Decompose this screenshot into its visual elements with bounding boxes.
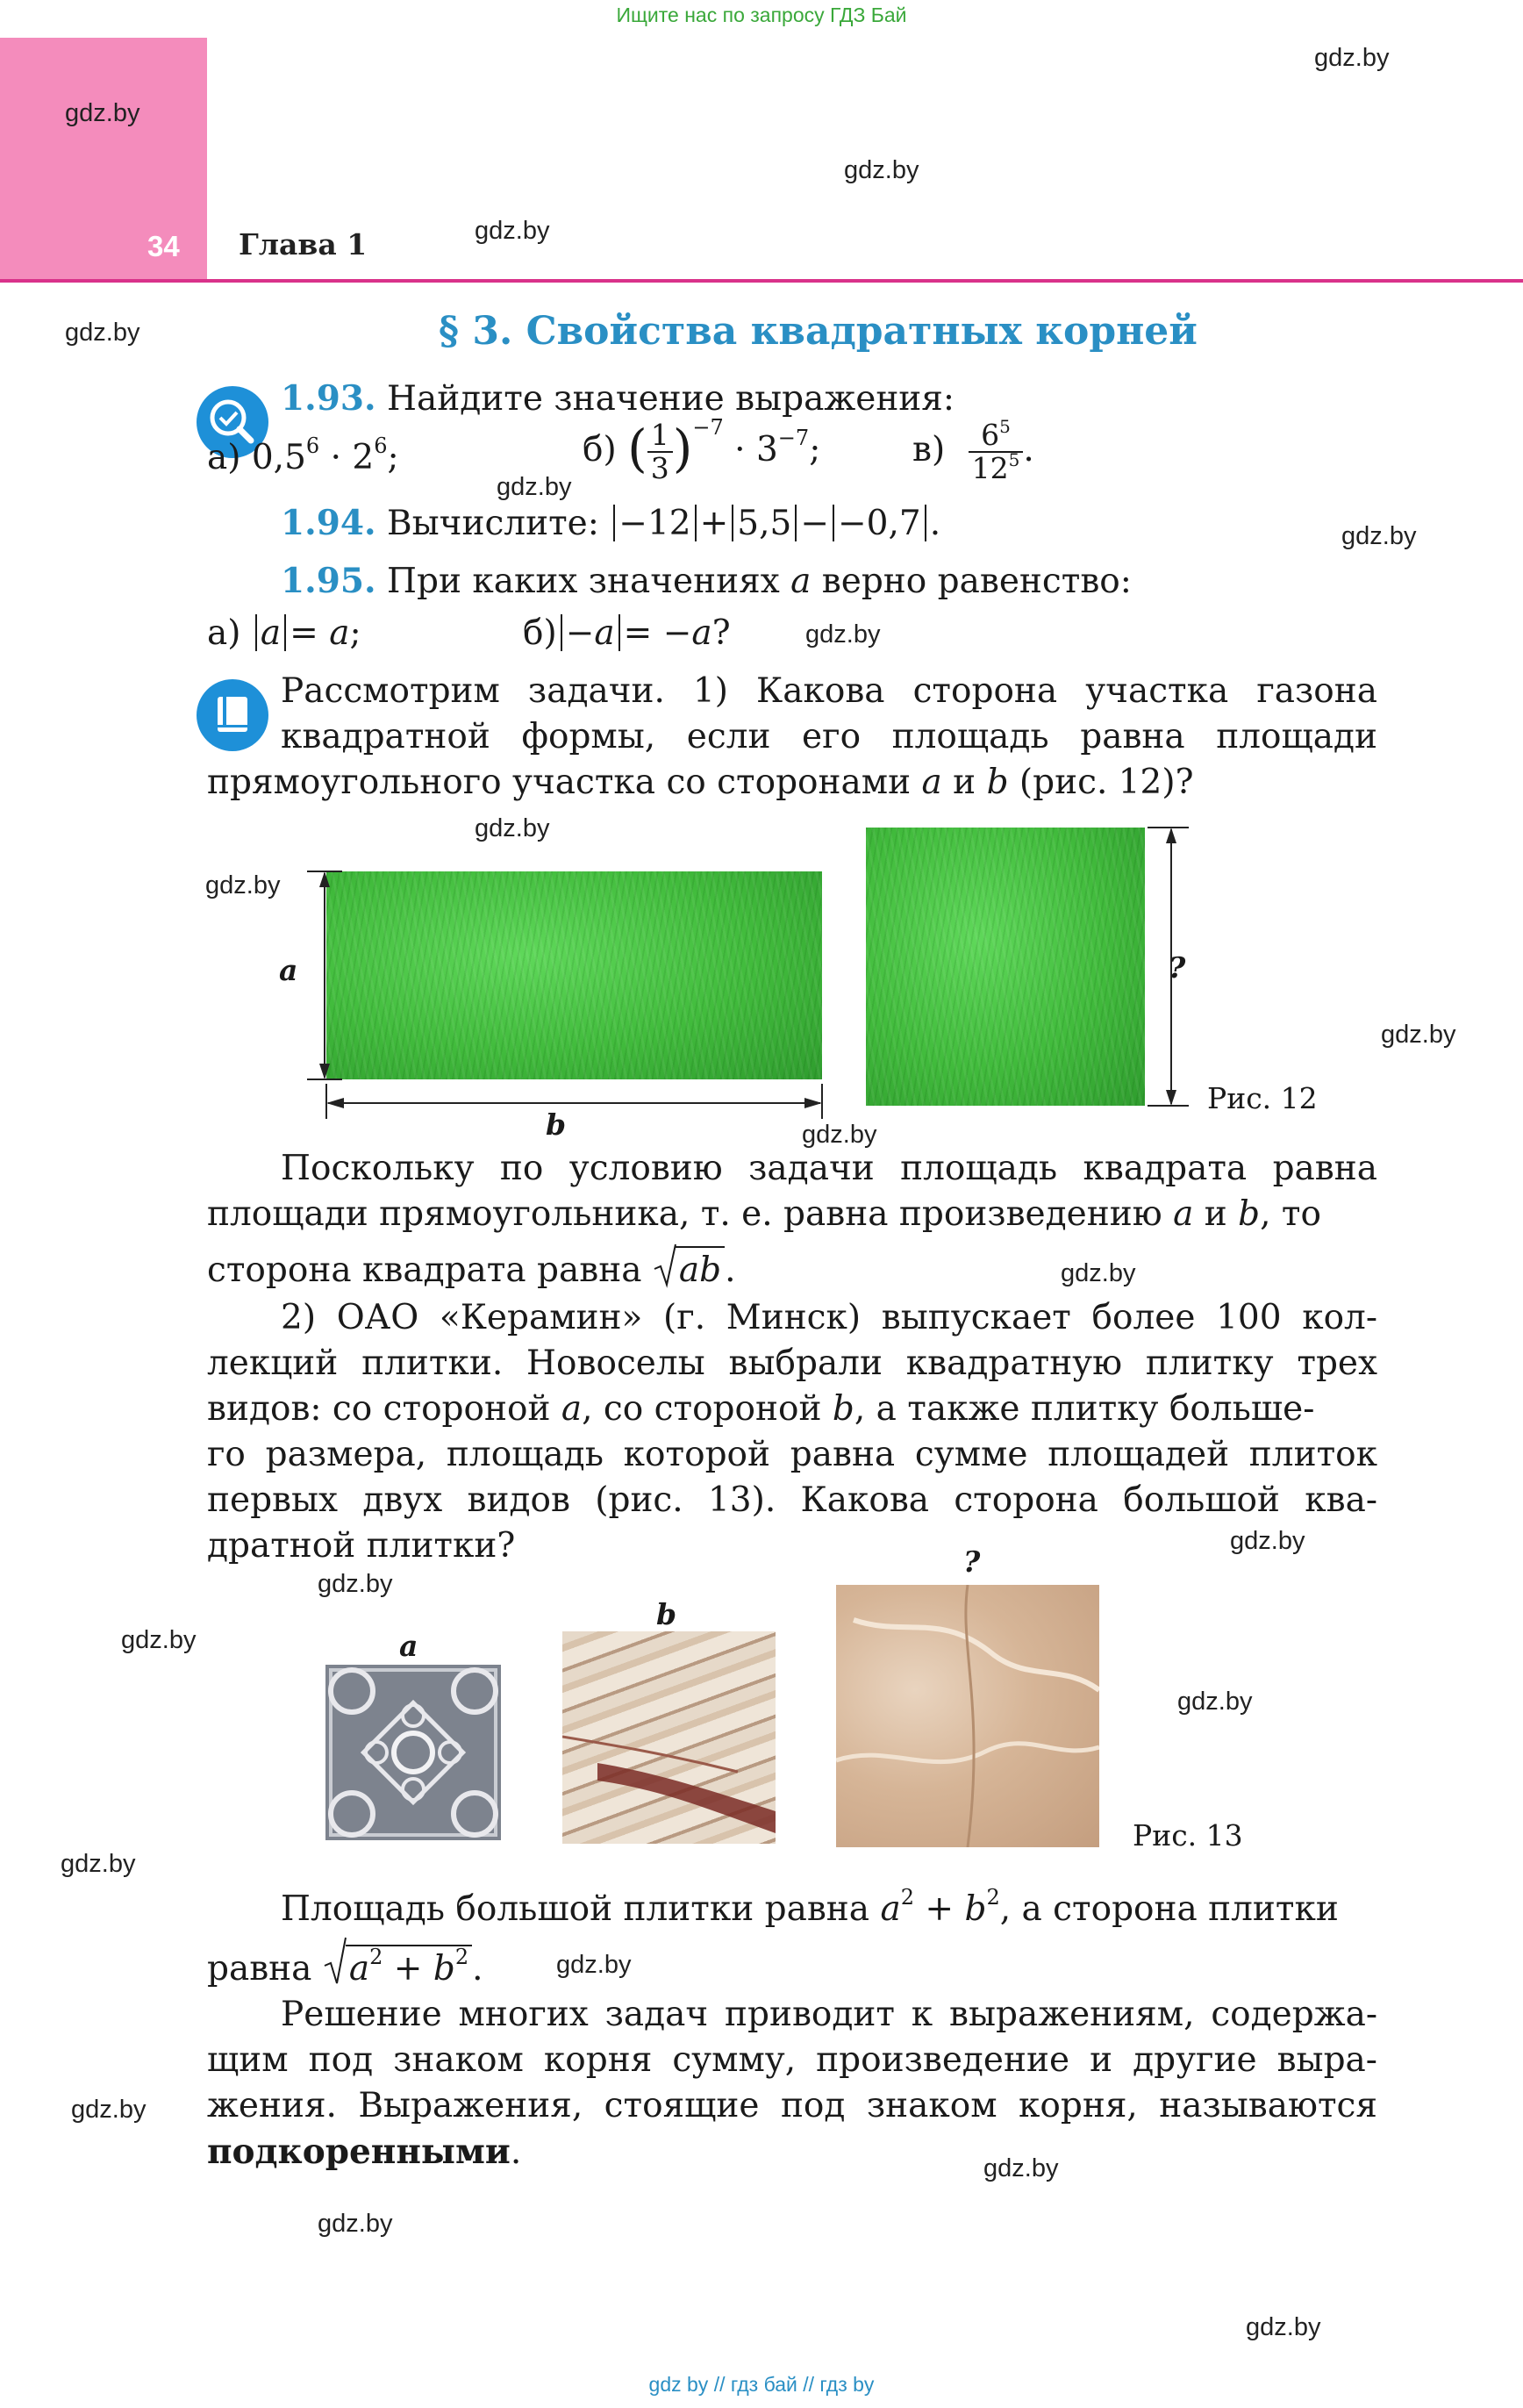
- para1-line3: прямоугольного участка со сторонами a и b (рис. 12)?: [207, 763, 1194, 802]
- task-text-tail: верно равенство:: [821, 562, 1132, 601]
- tile-b-image: [562, 1631, 776, 1844]
- task-1-94: 1.94. Вычислите: −12 + 5,5 − −0,7 .: [281, 503, 941, 543]
- item-label: в): [912, 430, 946, 469]
- para2-line1: Поскольку по условию задачи площадь квадрата равна: [281, 1149, 1377, 1188]
- chapter-title: Глава 1: [239, 227, 368, 262]
- para5-line4: подкоренными.: [207, 2132, 522, 2172]
- item-label: б): [583, 430, 617, 469]
- task-text: Вычислите:: [386, 504, 599, 543]
- tile-large-image: [836, 1585, 1099, 1847]
- para3-line1: 2) ОАО «Керамин» (г. Минск) выпускает более 100 кол-: [281, 1298, 1377, 1337]
- task-number: 1.95.: [281, 561, 376, 601]
- para5-line1: Решение многих задач приводит к выражениям, содержа-: [281, 1995, 1377, 2034]
- para3-line3: видов: со стороной a, со стороной b, а также плитку большe-: [207, 1389, 1315, 1429]
- task-1-95-a: а) a = a;: [207, 613, 361, 653]
- lawn-square-image: [866, 828, 1145, 1106]
- term-bold: подкоренными: [207, 2132, 511, 2172]
- watermark: gdz.by: [802, 1121, 877, 1149]
- top-banner: Ищите нас по запросу ГДЗ Бай: [616, 4, 907, 26]
- task-1-93-a: а) $0,5^6 \cdot 2^6$;: [207, 434, 399, 477]
- watermark: gdz.by: [318, 1570, 393, 1598]
- watermark: gdz.by: [1381, 1021, 1456, 1049]
- label-question: ?: [963, 1544, 981, 1579]
- watermark: gdz.by: [983, 2154, 1059, 2182]
- para4-text: равна: [207, 1949, 312, 1989]
- watermark: gdz.by: [1177, 1688, 1253, 1716]
- para3-line6: дратной плитки?: [207, 1526, 516, 1566]
- watermark: gdz.by: [71, 2096, 147, 2124]
- para4-line1: Площадь большой плитки равна $a^2 + b^2$, а сторона плитки: [281, 1885, 1339, 1929]
- task-number: 1.93.: [281, 378, 376, 419]
- header-divider: [0, 279, 1523, 283]
- watermark: gdz.by: [65, 319, 140, 347]
- para1-line2: квадратной формы, если его площадь равна площади: [281, 717, 1377, 756]
- para2-line3: сторона квадрата равна ab .: [207, 1246, 735, 1294]
- page-number: 34: [147, 230, 180, 262]
- watermark: gdz.by: [1314, 44, 1390, 72]
- watermark: gdz.by: [805, 620, 881, 649]
- watermark: gdz.by: [1230, 1527, 1305, 1555]
- watermark: gdz.by: [497, 473, 572, 501]
- tile-a-image: [325, 1665, 501, 1840]
- watermark: gdz.by: [475, 814, 550, 842]
- item-label: а): [207, 613, 241, 653]
- para5-line3: жения. Выражения, стоящие под знаком корня, называются: [207, 2086, 1377, 2125]
- label-b: b: [546, 1107, 567, 1142]
- label-question: ?: [1169, 950, 1186, 985]
- task-1-93-b: б) ( $\frac{1}{3}$ )$^{-7} \cdot 3^{-7}$;: [583, 415, 821, 485]
- para2-text: сторона квадрата равна: [207, 1251, 642, 1290]
- para3-line5: первых двух видов (рис. 13). Какова сторона большой ква-: [207, 1480, 1377, 1520]
- task-1-95: [281, 558, 1132, 605]
- watermark: gdz.by: [1061, 1259, 1136, 1287]
- watermark: gdz.by: [65, 99, 140, 127]
- task-number: 1.94.: [281, 503, 376, 543]
- watermark: gdz.by: [1341, 522, 1417, 550]
- watermark: gdz.by: [556, 1951, 632, 1979]
- task-1-93-c: в) $\frac{6^5}{12^5}$ .: [912, 416, 1034, 485]
- figure-caption: Рис. 12: [1207, 1081, 1318, 1115]
- para2-line2: площади прямоугольника, т. е. равна произведению a и b, то: [207, 1194, 1321, 1234]
- label-b: b: [656, 1597, 677, 1631]
- para3-line4: го размера, площадь которой равна сумме площадей плиток: [207, 1435, 1377, 1474]
- para4-text: , а сторона плитки: [999, 1889, 1339, 1929]
- watermark: gdz.by: [61, 1850, 136, 1878]
- watermark: gdz.by: [475, 217, 550, 245]
- watermark: gdz.by: [1246, 2313, 1321, 2341]
- figure-caption: Рис. 13: [1133, 1818, 1243, 1853]
- fig12-dimension-lines: [281, 864, 833, 1136]
- item-label: а): [207, 438, 241, 477]
- para3-line2: лекций плитки. Новоселы выбрали квадратную плитку трех: [207, 1344, 1377, 1383]
- task-1-93: [281, 376, 955, 422]
- task-variable: a: [790, 562, 812, 601]
- watermark: gdz.by: [844, 156, 919, 184]
- task-text: При каких значениях: [386, 562, 780, 601]
- para4-line2: равна $a^2 + b^2$ .: [207, 1945, 483, 1992]
- para1-text: прямоугольного участка со сторонами: [207, 763, 912, 802]
- footer-links: gdz by // гдз бай // гдз by: [648, 2373, 875, 2396]
- para4-text: Площадь большой плитки равна: [281, 1889, 870, 1929]
- para1-line1: Рассмотрим задачи. 1) Какова сторона участка газона: [281, 671, 1377, 711]
- label-a: a: [279, 953, 298, 987]
- book-icon: [197, 679, 268, 751]
- para2-text: площади прямоугольника, т. е. равна произведению: [207, 1194, 1162, 1234]
- label-a: a: [399, 1629, 418, 1663]
- task-text: Найдите значение выражения:: [386, 379, 955, 419]
- item-label: б): [523, 613, 557, 653]
- task-1-95-b: б) −a = −a?: [523, 613, 731, 653]
- watermark: gdz.by: [121, 1626, 197, 1654]
- section-title: § 3. Свойства квадратных корней: [439, 309, 1198, 354]
- para5-line2: щим под знаком корня сумму, произведение и другие выра-: [207, 2040, 1377, 2080]
- watermark: gdz.by: [205, 871, 281, 899]
- watermark: gdz.by: [318, 2210, 393, 2238]
- para3-text: видов: со стороной: [207, 1389, 551, 1429]
